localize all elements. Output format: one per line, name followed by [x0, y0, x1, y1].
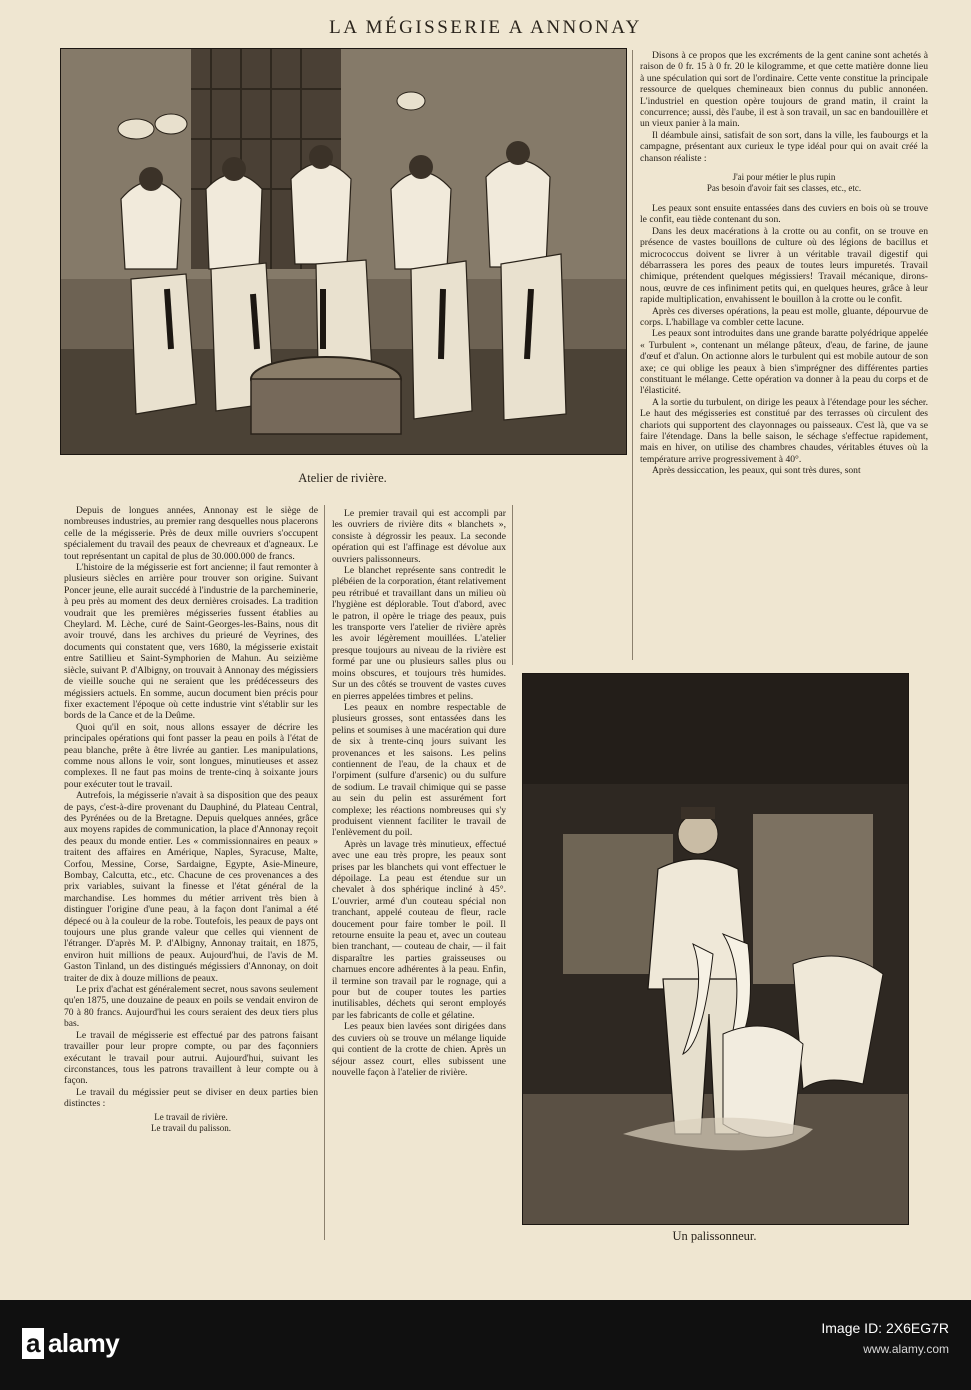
caption-palissonneur: Un palissonneur. — [672, 1229, 757, 1243]
paragraph: Le prix d'achat est généralement secret, nous savons seulement qu'en 1875, une douzaine de peaux en poils se vendait environ de 70 à 80 francs. Aujourd'hui les cours seraient des deux tiers plus bas. — [64, 984, 318, 1030]
logo-text: alamy — [47, 1328, 120, 1358]
paragraph: Après ces diverses opérations, la peau est molle, gluante, dépourvue de corps. L'habillage va combler cette lacune. — [640, 305, 928, 328]
paragraph: Le travail du mégissier peut se diviser en deux parties bien distinctes : — [64, 1086, 318, 1110]
paragraph: Les peaux bien lavées sont dirigées dans des cuviers où se trouve un mélange liquide qui contient de la crotte de chien. Après un séjour assez court, elles subissent une nouvelle façon à l'atelier de rivière. — [332, 1021, 506, 1078]
paragraph: Il déambule ainsi, satisfait de son sort, dans la ville, les faubourgs et la campagne, présentant aux curieux le type idéal pour qui on avait créé la chanson réaliste : — [640, 129, 928, 164]
image-id: Image ID: 2X6EG7R — [821, 1320, 949, 1336]
paragraph: A la sortie du turbulent, on dirige les peaux à l'étendage pour les sécher. Le haut des mégisseries est constitué par des terrasses où circulent des chariots qui supportent des clayonnages ou paisseaux. C'est là, que va se faire l'étendage. Dans la belle saison, le séchage s'effectue rapidement, mais en hiver, on utilise des chambres chaudes, véritables étuves où la température arrive progressivement à 40°. — [640, 396, 928, 465]
column-rule — [324, 505, 325, 1240]
caption-atelier: Atelier de rivière. — [298, 471, 387, 485]
song-line: J'ai pour métier le plus rupin — [732, 172, 836, 183]
paragraph: Les peaux en nombre respectable de plusieurs grosses, sont entassées dans les pelins et soumises à une macération qui dure de six à trente-cinq jours suivant les provenances et les saisons. Les pelins contiennent de l'eau, de la chaux et de l'orpiment (sulfure d'arsenic) ou du sulfure de sodium. Le travail chimique qui se passe au sein du pelin est assurément fort complexe; les réactions nombreuses qui s'y produisent viennent faciliter le travail de l'enlèvement du poil. — [332, 701, 506, 839]
engraving-palissonneur-scene — [523, 674, 908, 1224]
engraving-workers-scene — [61, 49, 626, 454]
list-item: Le travail du palisson. — [151, 1122, 231, 1133]
paragraph: Disons à ce propos que les excréments de la gent canine sont achetés à raison de 0 fr. 15 à 0 fr. 20 le kilogramme, et que cette matière donne lieu à une spéculation qui sort de l'ordinaire. Cette vente constitue la principale ressource de quelques chemineaux bien connus du public annonéen. L'industriel en question opère toujours de grand matin, il craint la concurrence; aussi, dès l'aube, il est à son travail, un sac en bandouillère et un vieux panier à la main. — [640, 50, 928, 130]
paragraph: Autrefois, la mégisserie n'avait à sa disposition que des peaux de pays, c'est-à-dire provenant du Dauphiné, du Plateau Central, des Pyrénées ou de la Bretagne. Depuis quelques années, grâce aux moyens rapides de communication, la place d'Annonay reçoit des peaux du monde entier. Les « commissionnaires en peaux » traitent des affaires en Amérique, Naples, Syracuse, Malte, Corfou, Messine, Corse, Sardaigne, Egypte, Asie-Mineure, Bombay, Calcutta, etc., etc. Chacune de ces provenances a des prix variables, suivant la finesse et l'état général de la marchandise. Les hommes du métier arrivent très bien à distinguer l'origine d'une peau, à la façon dont l'animal a été dépecé ou à la couleur de la robe. Toutefois, les peaux de pays ont toujours une plus grande valeur que celles qui viennent de l'étranger. D'après M. P. d'Albigny, Annonay traitait, en 1875, environ huit millions de peaux. Aujourd'hui, de l'avis de M. Gaston Tinland, un des distingués mégissiers d'Annonay, on doit traiter de dix à douze millions de peaux. — [64, 790, 318, 984]
alamy-logo — [22, 1328, 119, 1359]
song-lyrics — [640, 172, 928, 195]
paragraph: Depuis de longues années, Annonay est le siège de nombreuses industries, au premier rang desquelles nous placerons celle de la mégisserie. Près de deux mille ouvriers s'occupent spécialement du travail des peaux de chevreaux et d'agneaux. Le tout représentant un capital de plus de 30.000.000 de francs. — [64, 505, 318, 562]
column-rule — [512, 505, 513, 665]
image-info — [821, 1320, 949, 1356]
paragraph: Après un lavage très minutieux, effectué avec une eau très propre, les peaux sont prises par les blanchets qui vont effectuer le dépoilage. La peau est étendue sur un chevalet à dos sphérique incliné à 45°. L'ouvrier, armé d'un couteau spécial non tranchant, appelé couteau de fleur, racle doucement pour faire tomber le poil. Il retourne ensuite la peau et, avec un couteau bien tranchant, — couteau de chair, — il fait disparaître les parties graisseuses ou charnues encore adhérentes à la peau. Enfin, il termine son travail par le rognage, qui a pour but de couper toutes les parties inutilisables, déchets qui seront employés par les fabricants de colle et gélatine. — [332, 838, 506, 1021]
illustration-atelier-de-riviere — [60, 48, 627, 455]
paragraph: Après dessiccation, les peaux, qui sont très dures, sont — [652, 465, 861, 477]
column-right-top — [640, 50, 928, 660]
paragraph: Quoi qu'il en soit, nous allons essayer de décrire les principales opérations qui font passer la peau en poils à l'état de peau blanche, prête à être livrée au gantier. Les manipulations, comme nous allons le voir, sont longues, minutieuses et assez complexes. Il ne faut pas moins de trente-cinq à soixante jours pour exécuter tout le travail. — [64, 721, 318, 790]
site-url[interactable]: www.alamy.com — [863, 1342, 949, 1356]
paragraph: L'histoire de la mégisserie est fort ancienne; il faut remonter à plusieurs siècles en arrière pour trouver son origine. Suivant Poncer jeune, elle aurait succédé à l'industrie de la parcheminerie, à peu près au moment des deux dernières croisades. La tradition voudrait que les premières mégisseries fussent établies au Cheylard. M. Lèche, curé de Saint-Georges-les-Bains, nous dit avoir trouvé, dans les archives du prieuré de Veyrines, des documents qui constatent que, vers 1680, la mégisserie existait entre Satillieu et Saint-Symphorien de Mahun. Au seizième siècle, suivant P. d'Albigny, on trouvait à Annonay des mégissiers de vieille souche qui ne seraient que les prédécesseurs des mégissiers actuels. En somme, aucun document bien précis pour fixer exactement l'époque où cette industrie vint s'établir sur les bords de la Cance et de la Deûme. — [64, 562, 318, 722]
paragraph: Les peaux sont ensuite entassées dans des cuviers en bois où se trouve le confit, eau tiède contenant du son. — [640, 202, 928, 226]
page-title: LA MÉGISSERIE A ANNONAY — [329, 17, 642, 38]
column-middle — [332, 508, 506, 1238]
paragraph: Dans les deux macérations à la crotte ou au confit, on se trouve en présence de vastes bouillons de culture où des légions de bacillus et micrococcus doivent se livrer à un véritable travail digestif qui débarrassera les pores des peaux de toutes leurs impuretés. Travail chimique, prétendent quelques mégissiers! Travail mécanique, dirons-nous, œuvre de ces infiniment petits qui, en quelques heures, grâce à leur rapide multiplication, envahissent le bouillon à la crotte ou le confit. — [640, 225, 928, 306]
stock-footer-bar — [0, 1300, 971, 1390]
paragraph: Les peaux sont introduites dans une grande baratte polyédrique appelée « Turbulent », contenant un mélange pâteux, d'eau, de farine, de jaune d'œuf et d'alun. On actionne alors le turbulent qui est mobile autour de son axe; ce qui oblige les peaux à bien s'imprégner des différentes parties constituant le mélange. Cette opération va donner à la peau du corps et de l'élasticité. — [640, 328, 928, 397]
list-item: Le travail de rivière. — [154, 1111, 228, 1122]
column-left — [64, 505, 318, 1240]
paragraph: Le blanchet représente sans contredit le plébéien de la corporation, étant relativement peu rétribué et travaillant dans un milieu où l'hygiène est déplorable. Tout d'abord, avec le patron, il opère le triage des peaux, puis les transporte vers l'atelier de rivière après les avoir légèrement mouillées. L'atelier presque toujours au niveau de la rivière est formé par une ou plusieurs salles plus ou moins obscures, et toujours très humides. Sur un des côtés se trouvent de vastes cuves en pierres appelées timbres et pelins. — [332, 565, 506, 702]
illustration-palissonneur — [522, 673, 909, 1225]
song-line: Pas besoin d'avoir fait ses classes, etc., etc. — [706, 183, 862, 194]
logo-mark: a — [22, 1328, 44, 1359]
paragraph: Le travail de mégisserie est effectué par des patrons faisant travailler pour leur propre compte, ou par des façonniers exécutant le travail pour autrui. Aujourd'hui, suivant les circonstances, tous les patrons travaillent à leur compte ou à façon. — [64, 1029, 318, 1087]
work-division-list — [64, 1112, 318, 1135]
paragraph: Le premier travail qui est accompli par les ouvriers de rivière dits « blanchets », consiste à dégrossir les peaux. La seconde opération qui est l'affinage est dévolue aux ouvriers palissonneurs. — [332, 508, 506, 565]
column-rule — [632, 50, 633, 660]
